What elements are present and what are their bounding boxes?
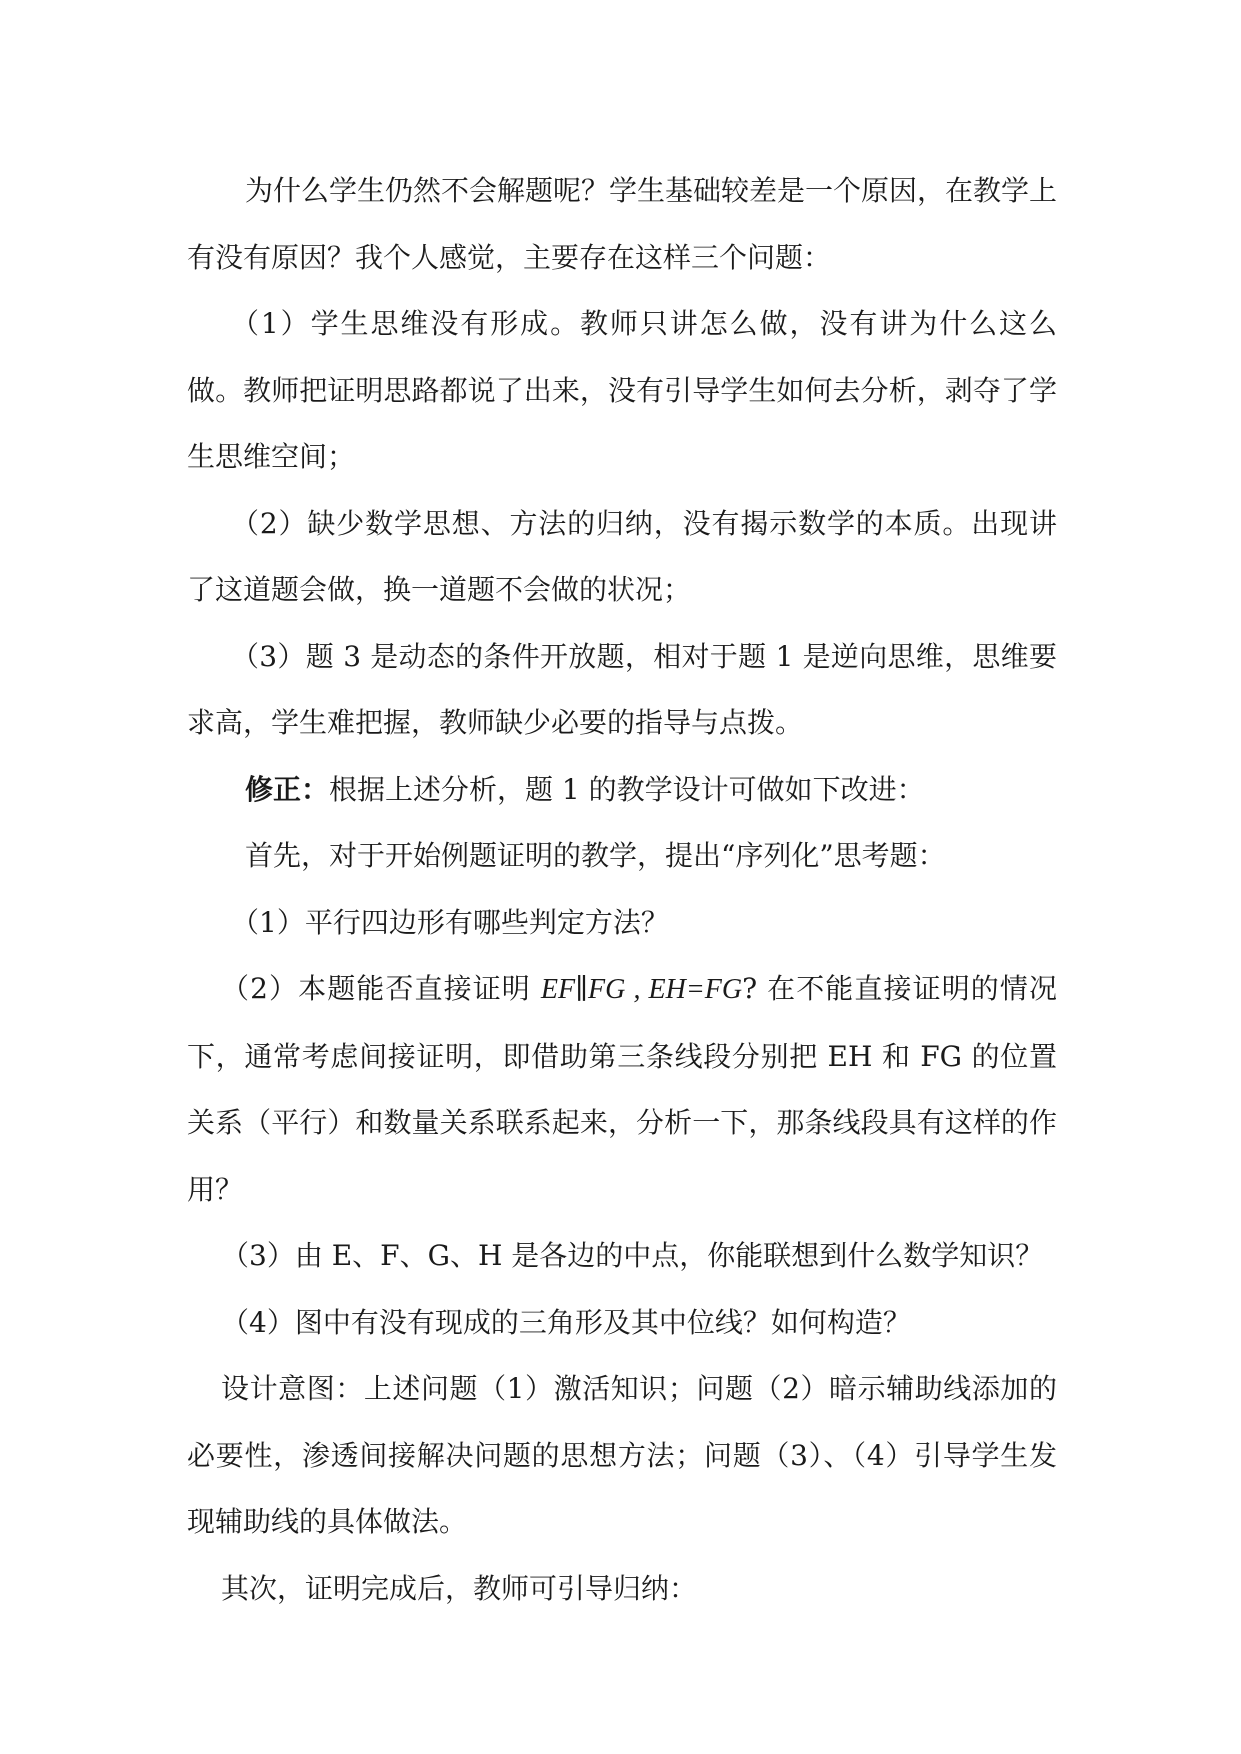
paragraph-first-step: 首先，对于开始例题证明的教学，提出“序列化”思考题： bbox=[245, 839, 946, 872]
paragraph-question-1: （1）平行四边形有哪些判定方法？ bbox=[231, 905, 669, 939]
paragraph-second-step: 其次，证明完成后，教师可引导归纳： bbox=[221, 1571, 698, 1605]
paragraph-design-intent: 设计意图：上述问题（1）激活知识；问题（2）暗示辅助线添加的必要性，渗透间接解决问题的思想方法；问题（3）、（4）引导学生发现辅助线的具体做法。 bbox=[187, 1372, 1057, 1538]
correction-label: 修正： bbox=[245, 772, 330, 806]
paragraph-question-2 bbox=[187, 956, 1057, 1223]
paragraph-problem-2: （2）缺少数学思想、方法的归纳，没有揭示数学的本质。出现讲了这道题会做，换一道题不会做的状况； bbox=[187, 506, 1057, 606]
paragraph-question-4: （4）图中有没有现成的三角形及其中位线？如何构造？ bbox=[221, 1305, 911, 1339]
paragraph-problem-3: （3）题 3 是动态的条件开放题，相对于题 1 是逆向思维，思维要求高，学生难把握，教师缺少必要的指导与点拨。 bbox=[187, 639, 1057, 739]
correction-text: 根据上述分析，题 1 的教学设计可做如下改进： bbox=[329, 772, 925, 806]
paragraph-question-3: （3）由 E、F、G、H 是各边的中点，你能联想到什么数学知识？ bbox=[221, 1239, 1044, 1272]
question-2-lead: （2）本题能否直接证明 bbox=[221, 972, 541, 1005]
paragraph-correction bbox=[187, 757, 1057, 824]
paragraph-problem-1: （1）学生思维没有形成。教师只讲怎么做，没有讲为什么这么做。教师把证明思路都说了出来，没有引导学生如何去分析，剥夺了学生思维空间； bbox=[187, 307, 1057, 473]
document-body bbox=[187, 158, 1057, 1622]
question-2-rest: ? 在不能直接证明的情况下，通常考虑间接证明，即借助第三条线段分别把 EH 和 FG 的位置关系（平行）和数量关系联系起来，分析一下，那条线段具有这样的作用？ bbox=[187, 972, 1057, 1206]
question-2-math: EF∥FG , EH=FG bbox=[540, 974, 743, 1005]
paragraph-reason-question: 为什么学生仍然不会解题呢？学生基础较差是一个原因，在教学上有没有原因？我个人感觉，主要存在这样三个问题： bbox=[187, 174, 1058, 274]
